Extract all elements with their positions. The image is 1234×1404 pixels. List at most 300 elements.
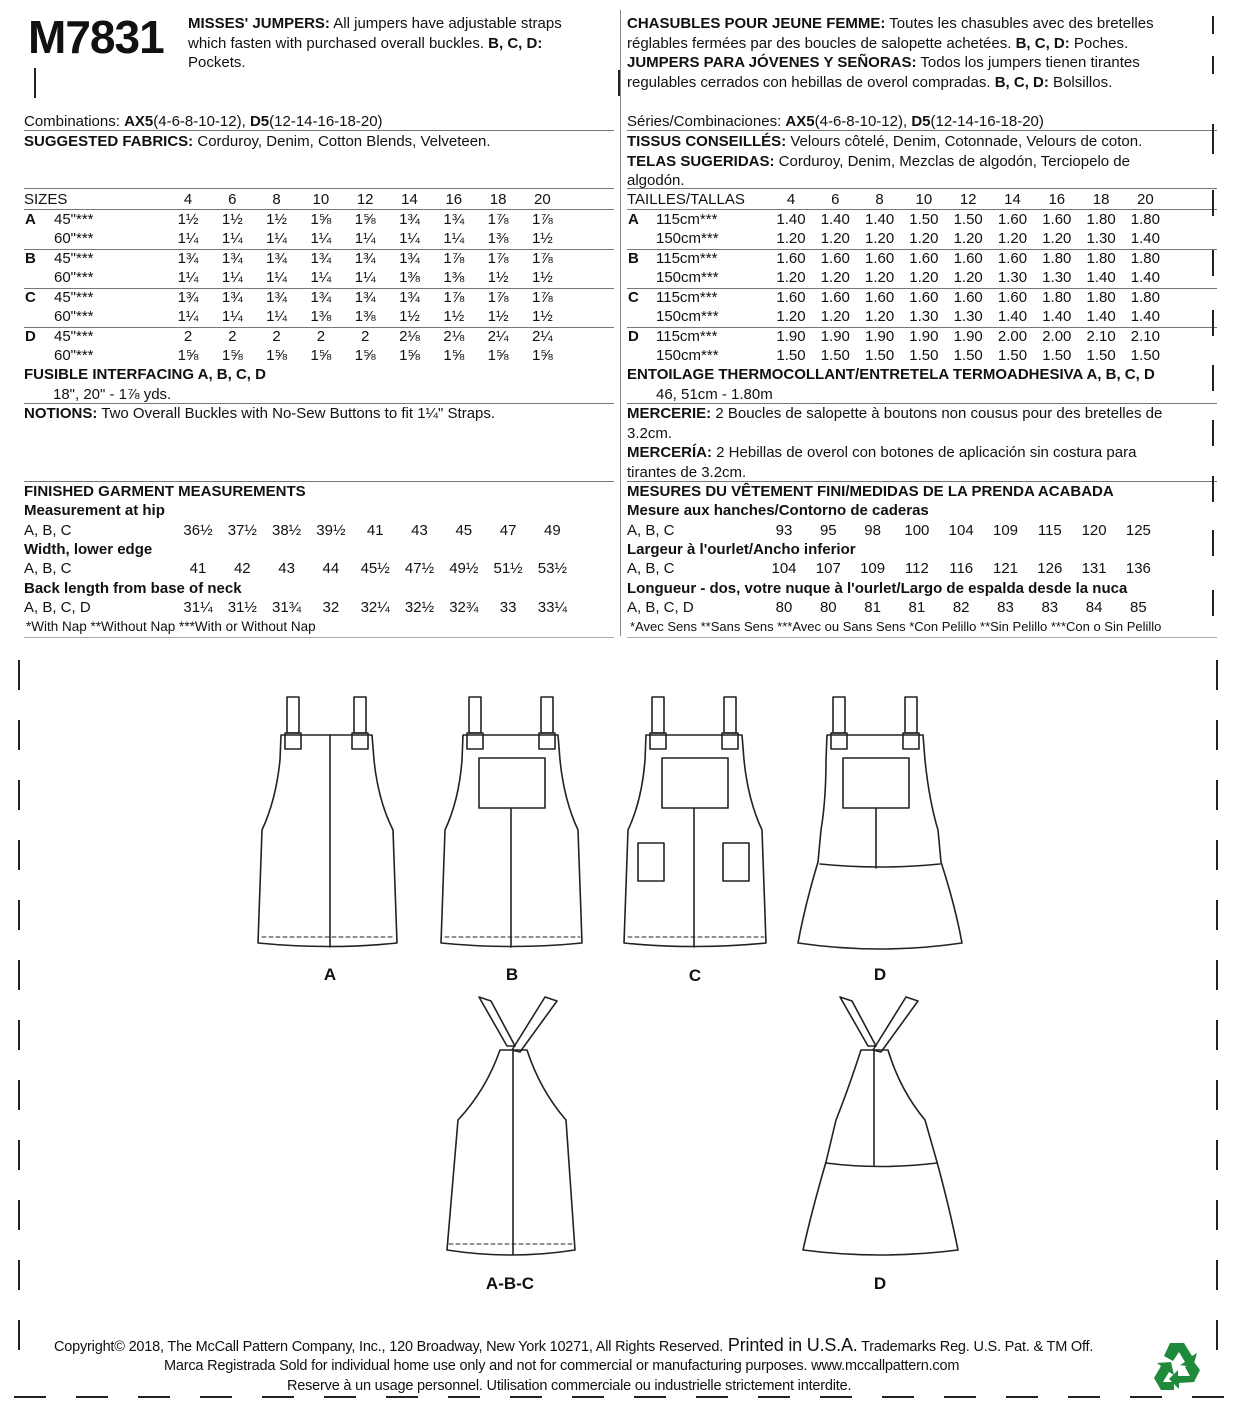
en-fabric-width: 60"*** [54,230,94,247]
fr-yardage-cell: 1.60 [820,249,850,267]
en-yardage-cell: 1½ [487,269,509,286]
fr-view-label: A [628,210,639,228]
view-abc-back-sketch [447,997,575,1255]
fr-width-cell: 121 [992,560,1019,577]
fr-width-cell: 136 [1125,560,1151,577]
en-yardage-cell: 1⅞ [487,210,509,228]
es-telas-line1: Corduroy, Denim, Mezclas de algodón, Terciopelo de [774,152,1130,170]
fr-hip-cell: 98 [864,522,881,539]
fr-yardage-cell: 1.60 [776,249,806,267]
fr-hip-label: Mesure aux hanches/Contorno de caderas [627,502,929,519]
fr-yardage-cell: 1.40 [1086,308,1116,325]
fr-yardage-cell: 1.90 [953,327,983,345]
fr-mercerie-label: MERCERIE: [627,405,712,422]
es-merceria-label: MERCERÍA: [627,444,712,461]
fr-view-label: C [628,288,639,306]
fr-entoilage-value: 46, 51cm - 1.80m [656,385,773,403]
fr-hip-cell: 104 [948,522,974,539]
en-yardage-cell: 1⅞ [443,249,465,267]
en-view-label: D [25,327,36,345]
fr-yardage-cell: 1.30 [909,308,939,325]
fr-yardage-cell: 1.20 [864,308,895,325]
fr-mesures-label: MESURES DU VÊTEMENT FINI/MEDIDAS DE LA PRENDA ACABADA [627,483,1114,500]
fr-size-6: 6 [831,191,840,208]
fr-back-cell: 82 [952,599,970,616]
fr-width-cell: 131 [1081,560,1107,577]
en-desc-line3: Pockets. [188,54,246,71]
fr-hip-cell: 100 [904,522,930,539]
fr-size-18: 18 [1092,191,1110,208]
view-d-sketch [798,697,962,949]
fr-size-4: 4 [786,191,796,208]
fr-yardage-cell: 1.20 [909,269,939,286]
en-desc-views: B, C, D: [484,34,543,52]
es-desc-line2: regulables cerrados con hebillas de overol compradas. [627,73,991,91]
en-size-8: 8 [272,191,281,208]
fr-back-cell: 80 [775,599,793,616]
en-yardage-cell: 1⅝ [531,347,553,364]
fr-entoilage-label: ENTOILAGE THERMOCOLLANT/ENTRETELA TERMOADHESIVA A, B, C, D [627,366,1155,383]
fr-view-label: B [628,249,639,267]
fr-yardage-cell: 1.20 [997,230,1028,247]
fr-yardage-cell: 1.50 [953,347,983,364]
fr-yardage-cell: 1.80 [1086,249,1116,267]
fr-yardage-cell: 1.80 [1130,288,1160,306]
en-yardage-cell: 1⅝ [443,347,465,364]
footer-copyright [54,1335,1093,1356]
fr-yardage-cell: 1.90 [776,327,806,345]
fr-hip-cell: 93 [775,522,793,539]
fr-size-10: 10 [915,191,933,208]
fr-hip-cell: 120 [1081,522,1107,539]
fr-yardage-cell: 1.50 [1086,347,1116,364]
pattern-number: M7831 [28,11,164,63]
en-fabrics-list: Corduroy, Denim, Cotton Blends, Velveteen. [193,133,491,150]
fr-yardage-cell: 1.80 [1042,249,1072,267]
fr-size-8: 8 [875,191,884,208]
en-yardage-cell: 1¼ [399,230,420,247]
en-sizes-label: SIZES [24,191,68,208]
en-width-cell: 49½ [449,560,479,577]
en-fabric-width: 60"*** [54,347,94,364]
en-size-6: 6 [228,191,237,208]
en-yardage-cell: 1⅝ [221,347,243,364]
en-yardage-cell: 1⅞ [487,288,509,306]
fr-yardage-cell: 1.20 [953,230,983,247]
en-yardage-cell: 1⅜ [310,308,332,325]
en-back-label: Back length from base of neck [24,580,242,597]
en-notions-text: Two Overall Buckles with No-Sew Buttons to fit 1¼" Straps. [97,405,496,422]
fr-size-14: 14 [1004,191,1021,208]
fr-yardage-cell: 1.50 [1130,347,1160,364]
en-fabric-width: 45"*** [54,249,94,267]
view-c-label: C [688,966,702,985]
en-yardage-cell: 1½ [266,210,288,228]
en-width-cell: 44 [322,560,340,577]
en-yardage-cell: 1⅞ [531,210,553,228]
en-yardage-cell: 1¾ [221,288,243,306]
fr-yardage-cell: 2.10 [1086,327,1116,345]
en-hip-views: A, B, C [24,522,72,539]
en-yardage-cell: 1¼ [266,230,288,247]
en-yardage-cell: 1⅝ [487,347,509,364]
en-fabric-width: 45"*** [54,288,94,306]
en-hip-cell: 47 [499,522,517,539]
en-yardage-cell: 1¼ [266,269,288,286]
fr-yardage-cell: 1.60 [909,288,939,306]
fr-yardage-cell: 1.60 [997,210,1028,228]
en-yardage-cell: 2¼ [531,327,553,345]
en-width-cell: 43 [278,560,295,577]
fr-yardage-cell: 1.20 [1042,230,1072,247]
fr-yardage-cell: 1.60 [997,249,1028,267]
en-back-cell: 32¼ [360,599,390,616]
en-width-cell: 42 [233,560,251,577]
fr-yardage-cell: 1.50 [909,347,939,364]
view-d-back-label: D [873,1274,887,1293]
en-yardage-cell: 1¼ [177,308,199,325]
es-desc-views: B, C, D: [990,73,1049,91]
en-yardage-cell: 1¼ [443,230,465,247]
en-yardage-cell: 1¼ [221,269,243,286]
es-desc-pockets: Bolsillos. [1048,73,1113,91]
en-yardage-cell: 1¼ [266,308,288,325]
en-width-views: A, B, C [24,560,72,577]
fr-yardage-cell: 1.40 [864,210,895,228]
en-width-cell: 45½ [360,560,390,577]
en-yardage-cell: 1⅝ [177,347,199,364]
fr-yardage-cell: 1.20 [776,230,806,247]
en-yardage-cell: 2 [272,327,281,345]
fr-yardage-cell: 1.60 [997,288,1028,306]
fr-hip-cell: 125 [1125,522,1151,539]
en-combo-label: Combinations: [24,113,125,130]
fr-yardage-cell: 1.40 [1086,269,1116,286]
es-title: JUMPERS PARA JÓVENES Y SEÑORAS: [627,54,917,71]
fr-combo-ax5-sizes: (4-6-8-10-12), [814,113,912,130]
fr-yardage-cell: 1.40 [997,308,1028,325]
fr-size-12: 12 [959,191,977,208]
footer-usage: Marca Registrada Sold for individual home use only and not for commercial or manufacturing purposes. www.mccallpattern.com [164,1358,960,1374]
fr-desc-pockets: Poches. [1069,34,1129,52]
fr-yardage-cell: 1.80 [1130,210,1160,228]
en-combo-d5-sizes: (12-14-16-18-20) [269,113,383,130]
en-back-cell: 31¾ [271,599,302,616]
en-fabric-width: 45"*** [54,210,94,228]
fr-yardage-cell: 1.40 [820,210,850,228]
fr-view-label: D [628,327,639,345]
fr-yardage-cell: 1.20 [864,269,895,286]
en-yardage-cell: 1¾ [177,288,199,306]
fr-width-cell: 109 [860,560,886,577]
fr-back-views: A, B, C, D [627,599,694,616]
fr-yardage-cell: 1.60 [953,288,983,306]
en-yardage-cell: 1½ [487,308,509,325]
fr-yardage-cell: 1.20 [953,269,983,286]
en-desc-line2: which fasten with purchased overall buckles. [188,34,484,52]
en-width-cell: 47½ [404,560,435,577]
en-hip-cell: 49 [544,522,561,539]
fr-yardage-cell: 1.20 [864,230,895,247]
en-hip-cell: 38½ [271,522,302,539]
en-size-20: 20 [534,191,551,208]
fr-sizes-label: TAILLES/TALLAS [627,191,745,208]
en-yardage-cell: 1¼ [221,230,243,247]
es-telas-label: TELAS SUGERIDAS: [627,152,775,170]
fr-title: CHASUBLES POUR JEUNE FEMME: [627,15,886,32]
fr-combo-label: Séries/Combinaciones: [627,113,786,130]
en-yardage-cell: 1½ [443,308,465,325]
en-yardage-cell: 1¼ [354,269,376,286]
fr-yardage-cell: 1.40 [776,210,806,228]
view-c-sketch [624,697,766,947]
en-yardage-cell: 1⅜ [487,230,509,247]
fr-yardage-cell: 1.30 [997,269,1028,286]
en-hip-cell: 41 [366,522,384,539]
fr-yardage-cell: 1.60 [864,249,895,267]
fr-yardage-cell: 1.60 [1042,210,1072,228]
footer-reserve: Reserve à un usage personnel. Utilisation commerciale ou industrielle strictement interdite. [287,1378,852,1394]
en-yardage-cell: 1¾ [177,249,199,267]
fr-yardage-cell: 1.80 [1130,249,1160,267]
fr-yardage-cell: 1.60 [820,288,850,306]
fr-tissus-label: TISSUS CONSEILLÉS: [627,133,787,150]
en-yardage-cell: 1¾ [266,288,288,306]
fr-yardage-cell: 1.60 [864,288,895,306]
fr-yardage-cell: 1.40 [1130,308,1160,325]
en-yardage-cell: 1¾ [399,210,420,228]
en-yardage-cell: 1¾ [266,249,288,267]
en-yardage-cell: 2 [361,327,370,345]
en-yardage-cell: 1¼ [354,230,376,247]
fr-hip-cell: 109 [992,522,1019,539]
view-d-back-sketch [803,997,958,1255]
en-width-cell: 53½ [537,560,567,577]
footer-trademark: Trademarks Reg. U.S. Pat. & TM Off. [857,1339,1094,1355]
en-yardage-cell: 1⅝ [354,347,376,364]
fr-yardage-cell: 2.10 [1130,327,1160,345]
en-back-cell: 31¼ [183,599,213,616]
fr-fabric-width: 115cm*** [656,327,718,345]
en-view-label: B [25,249,36,267]
en-fabric-width: 60"*** [54,269,94,286]
en-yardage-cell: 1½ [399,308,420,325]
en-yardage-cell: 1⅝ [399,347,420,364]
fr-back-cell: 80 [819,599,837,616]
fr-yardage-cell: 1.90 [820,327,850,345]
en-yardage-cell: 1¼ [221,308,243,325]
en-combo-ax5-sizes: (4-6-8-10-12), [153,113,250,130]
en-yardage-cell: 1⅝ [310,347,332,364]
fr-yardage-cell: 1.50 [909,210,939,228]
en-yardage-cell: 1⅝ [266,347,288,364]
en-hip-cell: 45 [455,522,473,539]
fr-width-cell: 107 [815,560,841,577]
en-yardage-cell: 1¼ [177,269,199,286]
en-yardage-cell: 1¾ [354,288,376,306]
en-size-18: 18 [489,191,507,208]
fr-hip-cell: 115 [1037,522,1062,539]
fr-width-cell: 112 [904,560,929,577]
fr-fabric-width: 150cm*** [656,269,719,286]
fr-yardage-cell: 1.50 [1042,347,1072,364]
fr-yardage-cell: 1.20 [909,230,939,247]
es-desc-line1: Todos los jumpers tienen tirantes [916,54,1140,71]
en-back-cell: 33 [499,599,517,616]
fr-fabric-width: 150cm*** [656,308,719,325]
en-yardage-cell: 1⅜ [399,269,420,286]
en-yardage-cell: 1¾ [310,249,332,267]
fr-yardage-cell: 1.50 [997,347,1028,364]
en-yardage-cell: 1⅜ [443,269,465,286]
en-title: MISSES' JUMPERS: [188,15,330,32]
fr-yardage-cell: 1.80 [1086,210,1116,228]
en-yardage-cell: 2⅛ [443,327,465,345]
fr-yardage-cell: 1.60 [909,249,939,267]
fr-yardage-cell: 1.80 [1086,288,1116,306]
fr-yardage-cell: 1.20 [820,269,850,286]
en-interfacing-label: FUSIBLE INTERFACING A, B, C, D [24,366,266,383]
fr-yardage-cell: 1.90 [909,327,939,345]
fr-combo-d5-sizes: (12-14-16-18-20) [930,113,1044,130]
en-fabrics-label: SUGGESTED FABRICS: [24,133,194,150]
en-view-label: A [25,210,36,228]
en-width-cell: 41 [189,560,207,577]
es-telas-line2: algodón. [627,172,685,189]
en-interfacing-value: 18", 20" - 1⅞ yds. [53,385,172,403]
en-yardage-cell: 1⅞ [531,249,553,267]
en-view-label: C [25,288,36,306]
en-yardage-cell: 1⅞ [443,288,465,306]
fr-yardage-cell: 1.50 [864,347,895,364]
en-combo-ax5: AX5 [124,113,154,130]
fr-desc-views: B, C, D: [1011,34,1070,52]
en-yardage-cell: 1¾ [443,210,465,228]
view-a-sketch [258,697,397,947]
en-back-views: A, B, C, D [24,599,91,616]
fr-width-label: Largeur à l'ourlet/Ancho inferior [627,541,856,558]
fr-width-cell: 116 [949,560,974,577]
en-yardage-cell: 1⅝ [310,210,332,228]
fr-fabric-width: 150cm*** [656,347,719,364]
en-back-cell: 32½ [404,599,435,616]
en-yardage-cell: 2 [183,327,193,345]
fr-yardage-cell: 1.40 [1042,308,1072,325]
en-yardage-cell: 1⅜ [354,308,376,325]
fr-desc-line2: réglables fermées par des boucles de salopette achetées. [627,34,1012,52]
fr-yardage-cell: 1.90 [864,327,895,345]
fr-yardage-cell: 1.30 [953,308,983,325]
en-hip-cell: 36½ [183,522,213,539]
fr-fabric-width: 115cm*** [656,249,718,267]
fr-yardage-cell: 2.00 [1042,327,1072,345]
en-combo-d5: D5 [249,113,270,130]
fr-yardage-cell: 1.20 [776,308,806,325]
fr-yardage-cell: 1.30 [1042,269,1072,286]
en-width-cell: 51½ [493,560,523,577]
es-merceria-line2: tirantes de 3.2cm. [627,463,747,481]
fr-yardage-cell: 1.50 [776,347,806,364]
view-a-label: A [323,965,337,984]
en-yardage-cell: 1¼ [310,269,332,286]
en-back-cell: 32 [322,599,340,616]
en-size-4: 4 [183,191,193,208]
en-yardage-cell: 1⅞ [531,288,553,306]
en-yardage-cell: 1¾ [221,249,243,267]
en-size-12: 12 [356,191,374,208]
fr-mercerie-line2: 3.2cm. [627,424,673,442]
fr-yardage-cell: 1.50 [953,210,983,228]
en-desc-line1: All jumpers have adjustable straps [329,15,562,32]
fr-size-20: 20 [1137,191,1154,208]
fr-fabric-width: 150cm*** [656,230,719,247]
en-back-cell: 32¾ [449,599,479,616]
en-yardage-cell: 1½ [221,210,243,228]
fr-back-cell: 85 [1130,599,1147,616]
fr-hip-cell: 95 [819,522,837,539]
fr-back-cell: 84 [1085,599,1103,616]
fr-back-cell: 81 [864,599,881,616]
en-fabric-width: 60"*** [54,308,94,325]
fr-nap-note: *Avec Sens **Sans Sens ***Avec ou Sans Sens *Con Pelillo **Sin Pelillo ***Con o Sin Pelillo [630,619,1162,634]
en-yardage-cell: 1⅝ [354,210,376,228]
en-hip-cell: 39½ [316,522,346,539]
fr-tissus-list: Velours côtelé, Denim, Cotonnade, Velours de coton. [786,133,1143,150]
en-hip-cell: 43 [411,522,428,539]
fr-size-16: 16 [1048,191,1066,208]
en-size-16: 16 [445,191,463,208]
en-hip-cell: 37½ [227,522,257,539]
fr-yardage-cell: 1.80 [1042,288,1072,306]
fr-back-cell: 83 [997,599,1014,616]
fr-width-cell: 104 [771,560,797,577]
en-back-cell: 33¼ [537,599,567,616]
en-fabric-width: 45"*** [54,327,94,345]
en-yardage-cell: 1¾ [354,249,376,267]
fr-back-label: Longueur - dos, votre nuque à l'ourlet/Largo de espalda desde la nuca [627,580,1128,597]
fr-mercerie-line1: 2 Boucles de salopette à boutons non cousus pour des bretelles de [711,405,1163,422]
view-b-sketch [441,697,582,947]
en-yardage-cell: 1¾ [399,249,420,267]
fr-yardage-cell: 1.20 [820,230,850,247]
fr-yardage-cell: 1.20 [820,308,850,325]
footer-printed: Printed in U.S.A. [723,1335,858,1355]
fr-fabric-width: 115cm*** [656,210,718,228]
en-yardage-cell: 1½ [177,210,199,228]
fr-yardage-cell: 1.40 [1130,269,1160,286]
en-size-10: 10 [312,191,330,208]
es-merceria-line1: 2 Hebillas de overol con botones de aplicación sin costura para [712,444,1137,461]
en-yardage-cell: 1½ [531,230,553,247]
en-yardage-cell: 1½ [531,269,553,286]
fr-back-cell: 81 [908,599,926,616]
fr-combo-d5: D5 [911,113,931,130]
fr-fabric-width: 115cm*** [656,288,718,306]
en-back-cell: 31½ [227,599,257,616]
fr-width-views: A, B, C [627,560,675,577]
en-size-14: 14 [401,191,418,208]
fr-width-cell: 126 [1037,560,1063,577]
fr-yardage-cell: 1.50 [820,347,850,364]
en-yardage-cell: 2⅛ [399,327,420,345]
en-yardage-cell: 1¾ [310,288,332,306]
view-b-label: B [505,965,519,984]
en-yardage-cell: 1¼ [310,230,332,247]
fr-yardage-cell: 1.40 [1130,230,1160,247]
fr-combo-ax5: AX5 [785,113,815,130]
fr-desc-line1: Toutes les chasubles avec des bretelles [885,15,1154,32]
en-width-label: Width, lower edge [24,541,153,558]
